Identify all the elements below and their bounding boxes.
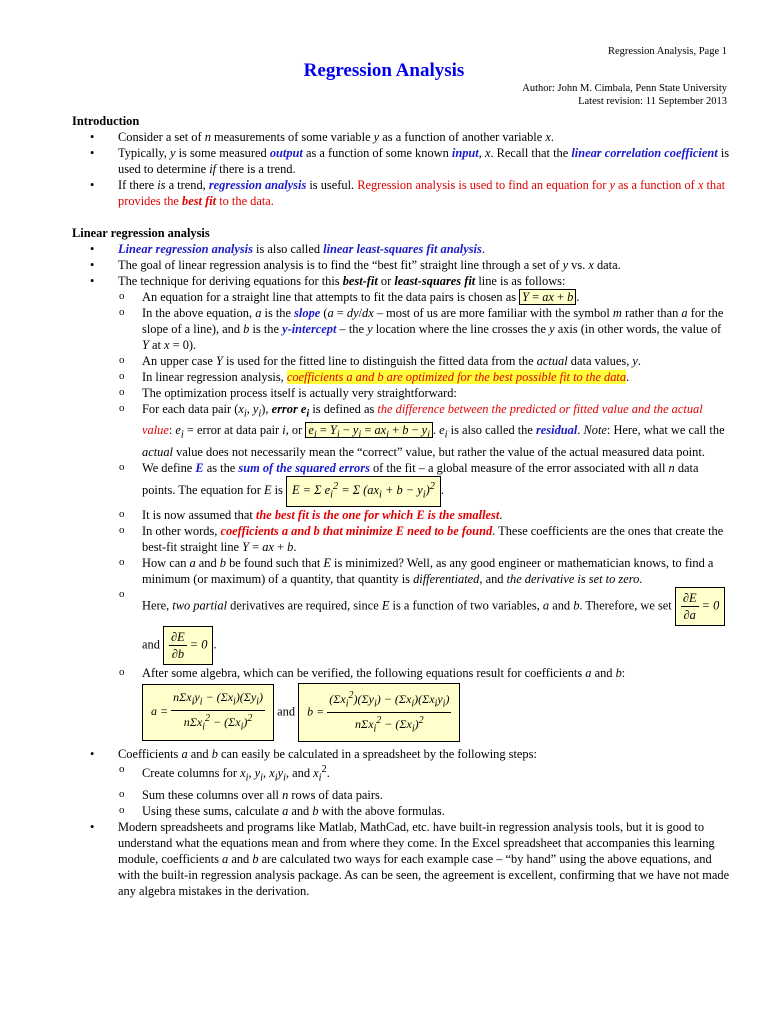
step-derivative: o How can a and b be found such that E is minimized? Well, as any good engineer or mathematician knows, to find a minimum (or maximum) of a quantity, that quantity is differentiated, and the derivative is set to zero.: [118, 555, 730, 587]
spreadsheet-step-2: o Sum these columns over all n rows of data pairs.: [118, 787, 730, 803]
linear-bullet-5: • Modern spreadsheets and programs like Matlab, MathCad, etc. have built-in regression analysis tools, but it is good to understand what the equations mean and from where they come. In the Excel spreadsheet that accompanies this learning module, coefficients a and b are calculated two ways for each example case – “by hand” using the above equations, and with the built-in regression analysis package. As can be seen, the agreement is excellent, confirming that we have not made any algebra mistakes in the derivation.: [72, 819, 730, 899]
step-optimized-coefficients: o In linear regression analysis, coefficients a and b are optimized for the best possible fit to the data.: [118, 369, 730, 385]
linear-list: [72, 241, 730, 899]
linear-bullet-1: • Linear regression analysis is also called linear least-squares fit analysis.: [72, 241, 730, 257]
step-upper-case-y: o An upper case Y is used for the fitted line to distinguish the fitted data from the actual data values, y.: [118, 353, 730, 369]
equation-b: b = $\frac{(\Sigma x_i^2)(\Sigma y_i) - (\Sigma x_i)(\Sigma x_iy_i)}{n\Sigma x_i^2 - (\Sigma x_i)^2}$: [298, 683, 460, 743]
document-body: [72, 113, 730, 899]
linear-bullet-3: [72, 273, 730, 742]
page-header: Regression Analysis, Page 1: [608, 46, 727, 57]
linear-bullet-3-text: The technique for deriving equations for this best-fit or least-squares fit line is as follows:: [118, 274, 566, 288]
step-minimize: o In other words, coefficients a and b that minimize E need to be found. These coefficients are the ones that create the best-fit straight line Y = ax + b.: [118, 523, 730, 555]
step-slope-intercept: o In the above equation, a is the slope (a = dy/dx – most of us are more familiar with the symbol m rather than a for the slope of a line), and b is the y-intercept – the y location where the line crosses the y axis (in other words, the value of Y at x = 0).: [118, 305, 730, 353]
step-algebra: o After some algebra, which can be verified, the following equations result for coefficients a and b:: [118, 665, 730, 681]
linear-bullet-2: • The goal of linear regression analysis is to find the “best fit” straight line through a set of y vs. x data.: [72, 257, 730, 273]
equation-and: and: [277, 704, 296, 719]
coefficient-equations: [118, 683, 730, 743]
intro-list: [72, 129, 730, 209]
step-sum-squared-errors: o We define E as the sum of the squared errors of the fit – a global measure of the error associated with all n data points. The equation for E is E = Σ $e_i^2 = \Sigma$ $(ax_i + b - y_i)^2$ .: [118, 460, 730, 507]
page-title: Regression Analysis: [303, 60, 465, 81]
spreadsheet-steps: [118, 762, 730, 819]
step-partial-derivatives: o Here, two partial derivatives are required, since E is a function of two variables, a and b. Therefore, we set $\frac{\partial E}{\partial a}$ = 0 and $\frac{\partial E}{\partial b}$ = 0 .: [118, 587, 730, 665]
intro-bullet-1: • Consider a set of n measurements of some variable y as a function of another variable x.: [72, 129, 730, 145]
spreadsheet-step-1: o Create columns for $x_i$, $y_i$, $x_iy_i$, and $x_i^2$.: [118, 762, 730, 787]
step-error-definition: o For each data pair ($x_i$, $y_i$), error $e_i$ is defined as the difference between the predicted or fitted value and the actual value: $e_i$ = error at data pair i, or $e_i = Y_i - y_i = ax_i + b - y_i$ . $e_i$ is also called the residual. Note: Here, what we call the actual value does not necessarily mean the “correct” value, but rather the value of the actual measured data point.: [118, 401, 730, 460]
author-block: [522, 82, 727, 108]
linear-bullet-4: [72, 746, 730, 819]
linear-heading: Linear regression analysis: [72, 226, 210, 240]
revision-line: Latest revision: 11 September 2013: [578, 96, 727, 107]
intro-bullet-2: • Typically, y is some measured output as a function of some known input, x. Recall that the linear correlation coefficient is used to determine if there is a trend.: [72, 145, 730, 177]
equation-a: a = $\frac{n\Sigma x_iy_i - (\Sigma x_i)(\Sigma y_i)}{n\Sigma x_i^2 - (\Sigma x_i)^2}$: [142, 684, 274, 741]
intro-heading: Introduction: [72, 114, 140, 128]
author-line: Author: John M. Cimbala, Penn State University: [522, 83, 727, 94]
step-line-equation: o An equation for a straight line that attempts to fit the data pairs is chosen as Y = ax + b .: [118, 289, 730, 305]
linear-bullet-4-text: Coefficients a and b can easily be calculated in a spreadsheet by the following steps:: [118, 747, 537, 762]
technique-steps: [118, 289, 730, 681]
spreadsheet-step-3: o Using these sums, calculate a and b with the above formulas.: [118, 803, 730, 819]
step-optimization: o The optimization process itself is actually very straightforward:: [118, 385, 730, 401]
intro-bullet-3: • If there is a trend, regression analysis is useful. Regression analysis is used to find an equation for y as a function of x that provides the best fit to the data.: [72, 177, 730, 209]
step-best-fit: o It is now assumed that the best fit is the one for which E is the smallest.: [118, 507, 730, 523]
